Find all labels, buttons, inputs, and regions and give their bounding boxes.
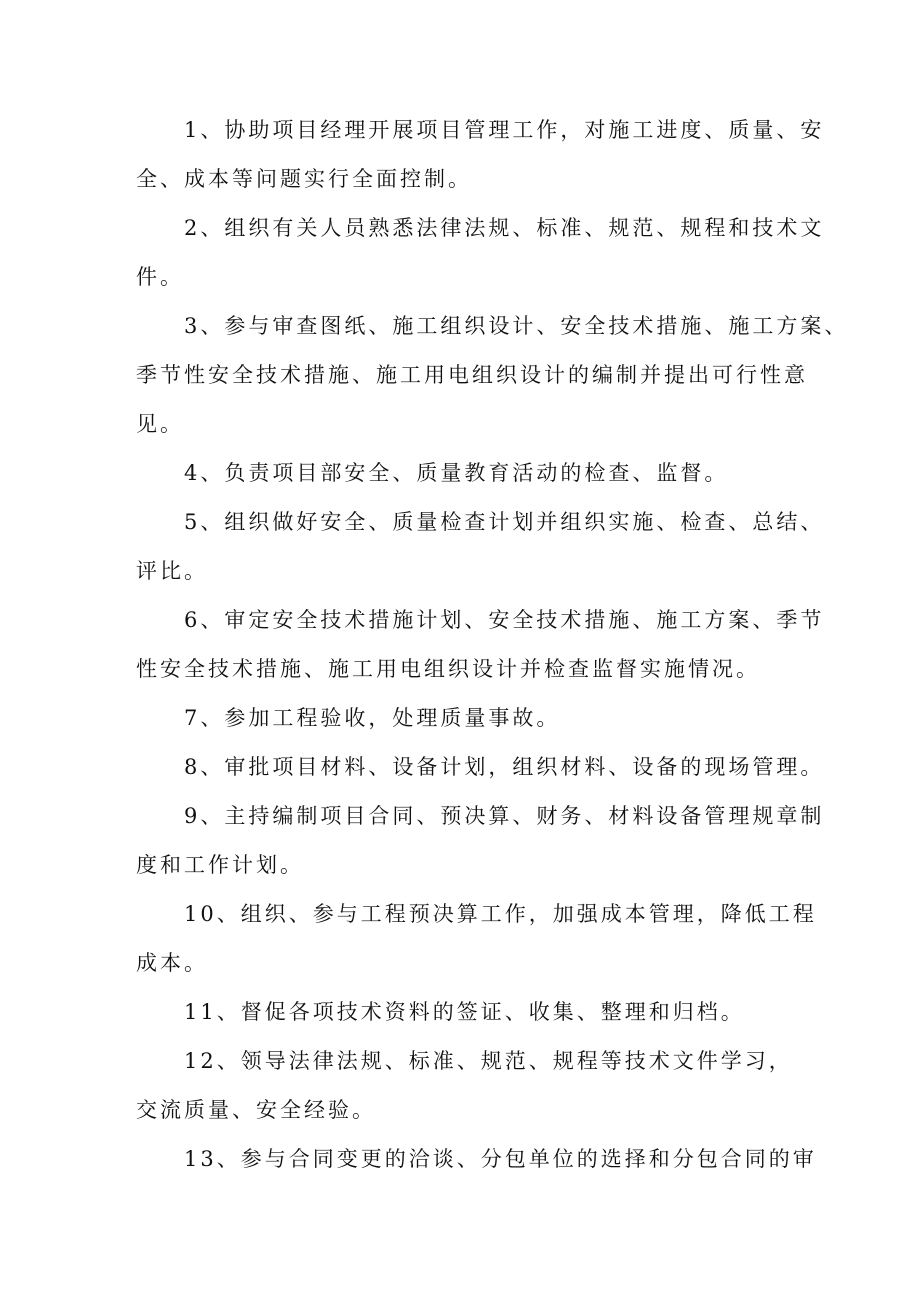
text-line: 9、主持编制项目合同、预决算、财务、材料设备管理规章制 — [184, 804, 825, 828]
text-line: 12、领导法律法规、标准、规范、规程等技术文件学习， — [184, 1049, 793, 1073]
duty-item-4 — [136, 449, 804, 498]
text-line: 8、审批项目材料、设备计划，组织材料、设备的现场管理。 — [184, 755, 825, 779]
duty-list — [136, 106, 849, 1184]
text-line: 4、负责项目部安全、质量教育活动的检查、监督。 — [184, 461, 729, 485]
text-line: 2、组织有关人员熟悉法律法规、标准、规范、规程和技术文 — [184, 216, 825, 240]
text-line: 11、督促各项技术资料的签证、收集、整理和归档。 — [184, 1000, 745, 1024]
text-line: 1、协助项目经理开展项目管理工作，对施工进度、质量、安 — [184, 118, 825, 142]
text-line: 全、成本等问题实行全面控制。 — [136, 167, 472, 191]
text-line: 13、参与合同变更的洽谈、分包单位的选择和分包合同的审 — [184, 1147, 817, 1171]
text-line: 评比。 — [136, 559, 208, 583]
duty-item-9 — [136, 792, 825, 890]
text-line: 7、参加工程验收，处理质量事故。 — [184, 706, 561, 730]
duty-item-6 — [136, 596, 825, 694]
text-line: 季节性安全技术措施、施工用电组织设计的编制并提出可行性意 — [136, 363, 808, 387]
text-line: 10、组织、参与工程预决算工作，加强成本管理，降低工程 — [184, 902, 817, 926]
text-line: 成本。 — [136, 951, 208, 975]
text-line: 性安全技术措施、施工用电组织设计并检查监督实施情况。 — [136, 657, 760, 681]
duty-item-5 — [136, 498, 825, 596]
duty-item-12 — [136, 1037, 804, 1135]
text-line: 6、审定安全技术措施计划、安全技术措施、施工方案、季节 — [184, 608, 825, 632]
text-line: 5、组织做好安全、质量检查计划并组织实施、检查、总结、 — [184, 510, 825, 534]
duty-item-1 — [136, 106, 825, 204]
duty-item-13 — [136, 1135, 817, 1184]
duty-item-10 — [136, 890, 817, 988]
duty-item-2 — [136, 204, 825, 302]
text-line: 见。 — [136, 412, 184, 436]
duty-item-8 — [136, 743, 825, 792]
text-line: 件。 — [136, 265, 184, 289]
text-line: 度和工作计划。 — [136, 853, 304, 877]
duty-item-7 — [136, 694, 804, 743]
duty-item-3 — [136, 302, 849, 449]
text-line: 交流质量、安全经验。 — [136, 1098, 376, 1122]
text-line: 3、参与审查图纸、施工组织设计、安全技术措施、施工方案、 — [184, 314, 849, 338]
duty-item-11 — [136, 988, 804, 1037]
